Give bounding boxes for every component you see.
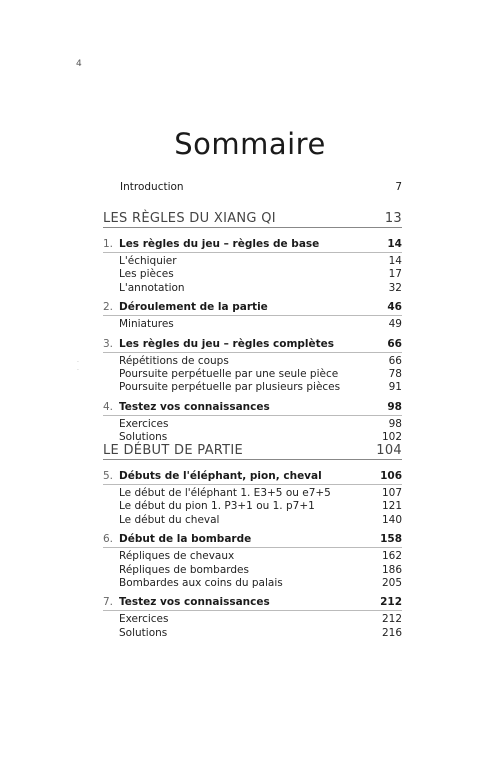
intro-entry (120, 181, 402, 193)
chapter-heading (103, 337, 402, 353)
entry-label: Poursuite perpétuelle par plusieurs pièces (119, 381, 341, 394)
toc-entry (119, 255, 402, 268)
chapter-number: 5. (103, 470, 114, 482)
entry-page: 49 (388, 318, 402, 331)
entry-page: 216 (381, 626, 402, 639)
toc-entry (119, 627, 402, 640)
chapter-page: 66 (387, 337, 402, 350)
entry-label: Le début du cheval (119, 513, 220, 526)
entry-label: Répétitions de coups (119, 354, 229, 367)
chapter-heading (103, 300, 402, 316)
chapter-title: Testez vos connaissances (119, 596, 270, 609)
entry-page: 17 (388, 268, 402, 281)
entry-page: 78 (388, 367, 402, 380)
entry-page: 66 (388, 354, 402, 367)
page-number: 4 (76, 59, 82, 69)
chapter-title: Débuts de l'éléphant, pion, cheval (119, 470, 322, 482)
chapter-number: 6. (103, 533, 114, 546)
toc-entry (119, 268, 402, 281)
toc-entry (119, 318, 402, 331)
toc-entry (119, 282, 402, 295)
entry-page: 186 (381, 563, 402, 576)
chapter-heading (103, 532, 402, 548)
section-heading (103, 440, 402, 460)
toc-entry (119, 381, 402, 394)
chapter-number: 4. (103, 400, 114, 413)
chapter-number: 7. (103, 596, 114, 609)
chapter-title: Les règles du jeu – règles de base (119, 238, 320, 250)
intro-label: Introduction (120, 181, 184, 193)
chapter-title: Début de la bombarde (119, 533, 252, 546)
entry-label: Le début de l'éléphant 1. E3+5 ou e7+5 (119, 487, 331, 499)
toc-entry (119, 577, 402, 590)
entry-label: Solutions (119, 431, 168, 444)
entry-page: 107 (381, 487, 402, 499)
entry-label: Bombardes aux coins du palais (119, 576, 283, 589)
chapter-title: Les règles du jeu – règles complètes (119, 337, 335, 350)
entry-page: 212 (381, 613, 402, 626)
entry-label: L'échiquier (119, 255, 177, 267)
chapter-heading (103, 237, 402, 253)
toc-entry (119, 368, 402, 381)
chapter-heading (103, 595, 402, 611)
entry-label: Exercices (119, 613, 169, 626)
toc-section (103, 208, 402, 450)
toc-section (103, 440, 402, 645)
entry-label: Le début du pion 1. P3+1 ou 1. p7+1 (119, 500, 315, 513)
chapter-number: 3. (103, 337, 114, 350)
chapter-page: 212 (380, 596, 402, 609)
entry-page: 121 (381, 500, 402, 513)
section-page: 13 (384, 211, 402, 226)
chapter-page: 98 (387, 400, 402, 413)
entry-label: Miniatures (119, 318, 174, 331)
toc-entry (119, 418, 402, 431)
toc-entry (119, 514, 402, 527)
intro-page: 7 (395, 181, 402, 193)
toc-entry (119, 550, 402, 563)
entry-label: Les pièces (119, 268, 174, 281)
toc-entry (119, 500, 402, 513)
chapter-title: Testez vos connaissances (119, 400, 270, 413)
chapter-page: 106 (380, 470, 402, 482)
section-title: LE DÉBUT DE PARTIE (103, 443, 244, 458)
toc-entry (119, 487, 402, 500)
toc-entry (119, 613, 402, 626)
entry-label: Exercices (119, 417, 169, 430)
chapter-page: 46 (387, 301, 402, 314)
entry-page: 91 (388, 381, 402, 394)
chapter-heading (103, 400, 402, 416)
entry-page: 98 (388, 417, 402, 430)
chapter-number: 2. (103, 301, 114, 314)
page-title: Sommaire (174, 127, 326, 162)
toc-entry (119, 355, 402, 368)
chapter-page: 158 (380, 533, 402, 546)
entry-label: Poursuite perpétuelle par une seule pièce (119, 367, 339, 380)
chapter-title: Déroulement de la partie (119, 301, 268, 314)
chapter-page: 14 (387, 238, 402, 250)
entry-label: L'annotation (119, 281, 185, 294)
chapter-heading (103, 469, 402, 485)
entry-page: 140 (381, 513, 402, 526)
section-title: LES RÈGLES DU XIANG QI (103, 211, 276, 226)
toc-entry (119, 564, 402, 577)
entry-page: 14 (388, 255, 402, 267)
entry-label: Répliques de chevaux (119, 550, 235, 563)
entry-page: 205 (381, 576, 402, 589)
chapter-number: 1. (103, 238, 114, 250)
marks: · · (77, 359, 79, 374)
entry-label: Répliques de bombardes (119, 563, 249, 576)
entry-page: 32 (388, 281, 402, 294)
section-heading (103, 208, 402, 228)
entry-page: 162 (381, 550, 402, 563)
section-page: 104 (376, 443, 402, 458)
entry-label: Solutions (119, 626, 168, 639)
entry-page: 102 (381, 431, 402, 444)
